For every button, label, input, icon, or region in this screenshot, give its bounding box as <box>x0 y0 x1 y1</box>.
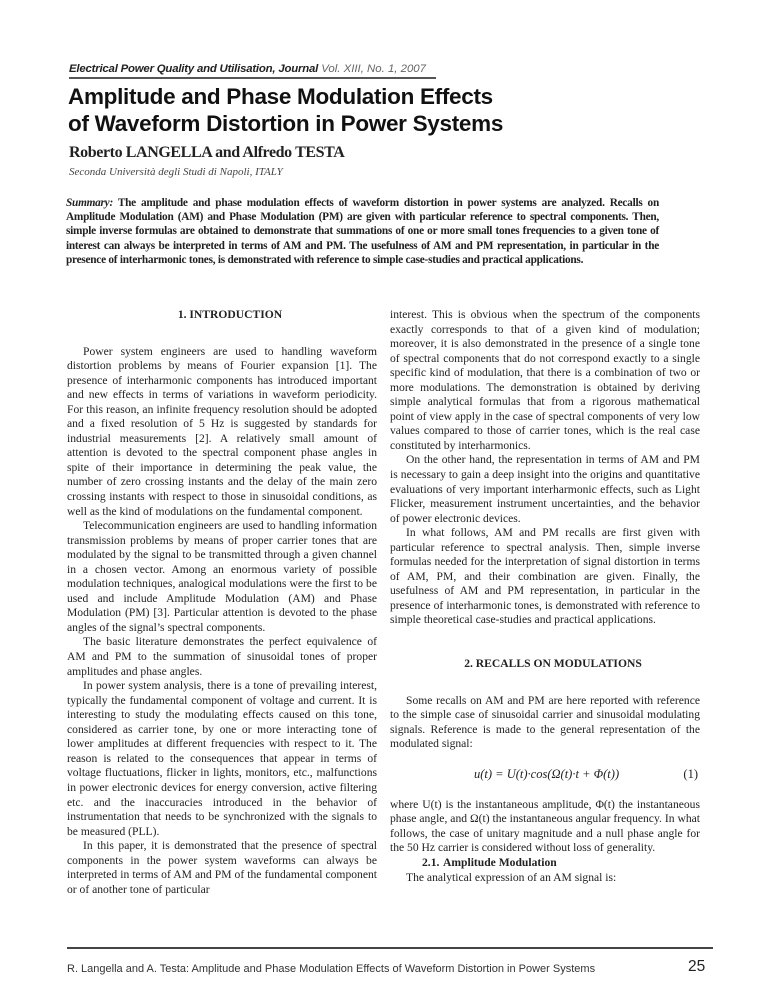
paragraph: On the other hand, the representation in terms of AM and PM is necessary to gain a deep insight into the origins and quantitative evaluations of very important interharmonic effects, such as Light Flicker, measurement instrument uncertainties, and the behavior of power electronic devices. <box>390 453 700 525</box>
paragraph: interest. This is obvious when the spectrum of the components exactly corresponds to that of a given kind of modulation; moreover, it is also demonstrated in the presence of a single tone of spectral components that do not correspond exactly to a single specific kind of modulation, that there is a combination of two or more modulations. The demonstration is obtained by deriving simple analytical formulas that from a rigorous mathematical point of view apply in the case of spectral components of very low values compared to those of carrier tones, which is the real case constituted by interharmonics. <box>390 308 700 452</box>
equation-expression: u(t) = U(t)·cos(Ω(t)·t + Φ(t)) <box>474 766 620 781</box>
equation-number: (1) <box>683 766 698 781</box>
section-heading-introduction: 1. INTRODUCTION <box>177 308 283 321</box>
paragraph: Power system engineers are used to handling waveform distortion problems by means of Fourier expansion [1]. The presence of interharmonic components has introduced important and new effects in terms of variations in waveform periodicity. For this reason, an infinite frequency resolution should be adopted and a fixed resolution of 5 Hz is suggested by standards for industrial measurements [2]. A relatively small amount of attention is devoted to the spectral component phase angles in spite of their importance in determining the peak value, the number of zero crossing instants and the delay of the main zero crossing instants with respect to those in sinusoidal conditions, as well as the kind of modulations on the fundamental component. <box>67 344 377 518</box>
paragraph: In power system analysis, there is a tone of prevailing interest, typically the fundamental component of voltage and current. It is interesting to study the modulating effects caused on this tone, considered as carrier tone, by one or more interacting tone of lower amplitudes at different frequencies with respect to it. The reason is related to the consequences that appear in terms of voltage fluctuations, flicker in lights, monitors, etc., malfunctions in power electronic devices for energy conversion, active filtering etc. and the inaccuracies introduced in the behavior of instrumentation that needs to be synchronized with the signals to be measured (PLL). <box>67 679 377 838</box>
paragraph: The analytical expression of an AM signal is: <box>406 870 617 884</box>
paper-title <box>68 83 588 137</box>
journal-header <box>69 63 436 79</box>
journal-name: Electrical Power Quality and Utilisation, Journal <box>69 63 319 75</box>
summary-text: The amplitude and phase modulation effects of waveform distortion in power systems are analyzed. Recalls on Amplitude Modulation (AM) and Phase Modulation (PM) are given with particular reference to spectral components. Then, simple inverse formulas are obtained to demonstrate that summations of one or more small tones frequencies to a given tone of interest can always be interpreted in terms of AM and PM. The usefulness of AM and PM representation, in particular in the presence of interharmonic tones, is demonstrated with reference to simple case-studies and practical applications. <box>66 197 659 266</box>
title-line-2: of Waveform Distortion in Power Systems <box>68 111 504 136</box>
section-heading-recalls: 2. RECALLS ON MODULATIONS <box>464 657 642 671</box>
subsection-title: Amplitude Modulation <box>443 855 557 869</box>
authors: Roberto LANGELLA and Alfredo TESTA <box>69 144 345 161</box>
paragraph: Telecommunication engineers are used to handling information transmission problems by means of proper carrier tones that are modulated by the signal to be transmitted through a given channel in a chosen vector. Among an enormous variety of possible modulation techniques, analogical modulations were the first to be used and include Amplitude Modulation (AM) and Phase Modulation (PM) [3]. Particular attention is devoted to the phase angles of the signal’s spectral components. <box>67 519 377 634</box>
footer-running-title: R. Langella and A. Testa: Amplitude and Phase Modulation Effects of Waveform Distortion in Power Systems <box>67 963 596 975</box>
paragraph: In what follows, AM and PM recalls are first given with particular reference to spectral analysis. Then, simple inverse formulas needed for the interpretation of signal distortion in terms of AM, PM, and their combination are given. Finally, the usefulness of AM and PM representation, in particular in the presence of interharmonic tones, is demonstrated with reference to simple theoretical case-studies and practical applications. <box>390 526 700 627</box>
right-column <box>390 308 700 885</box>
summary <box>66 196 659 267</box>
title-line-1: Amplitude and Phase Modulation Effects <box>68 84 493 109</box>
paragraph: The basic literature demonstrates the perfect equivalence of AM and PM to the summation of sinusoidal tones of proper amplitudes and phase angles. <box>67 635 377 678</box>
subsection-number: 2.1. <box>422 855 440 869</box>
journal-volume: Vol. XIII, No. 1, 2007 <box>318 63 426 75</box>
subsection-heading <box>390 856 700 871</box>
affiliation: Seconda Università degli Studi di Napoli, ITALY <box>69 166 283 178</box>
left-column <box>67 308 377 897</box>
page-number: 25 <box>688 958 706 975</box>
summary-label: Summary: <box>66 197 113 209</box>
equation-1 <box>390 764 700 786</box>
paragraph: In this paper, it is demonstrated that the presence of spectral components in the power system waveforms can always be interpreted in terms of AM and PM of the fundamental component or of another tone of particular <box>67 839 377 896</box>
paragraph: Some recalls on AM and PM are here reported with reference to the simple case of sinusoidal carrier and sinusoidal modulating signals. Reference is made to the general representation of the modulated signal: <box>390 693 700 751</box>
paragraph: where U(t) is the instantaneous amplitude, Φ(t) the instantaneous phase angle, and Ω(t) the instantaneous angular frequency. In what follows, the case of unitary magnitude and a null phase angle for the 50 Hz carrier is considered without loss of generality. <box>390 797 700 855</box>
footer-divider <box>67 947 713 949</box>
